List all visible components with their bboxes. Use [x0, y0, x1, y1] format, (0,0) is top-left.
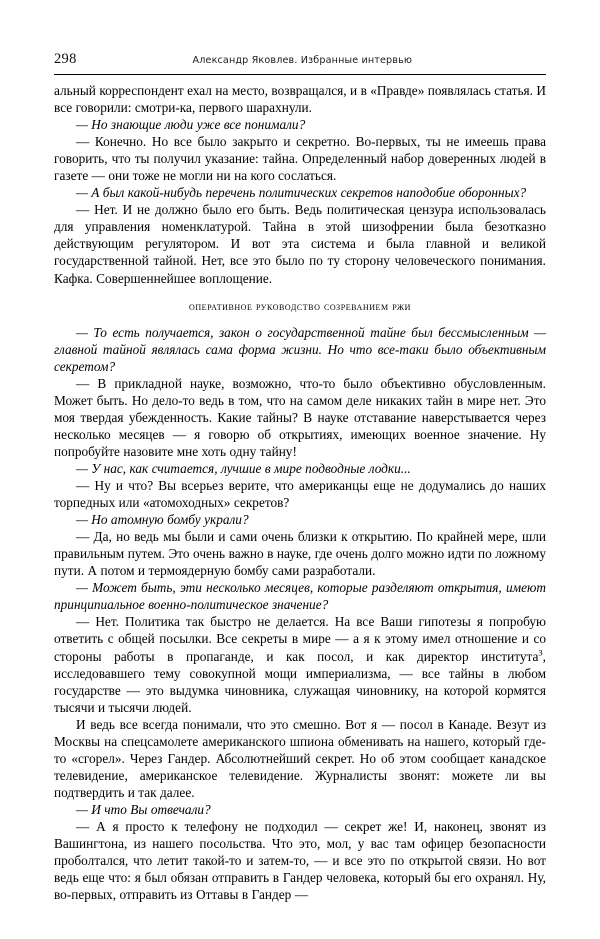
- running-header: [54, 52, 546, 72]
- interview-answer: И ведь все всегда понимали, что это смешно. Вот я — посол в Канаде. Везут из Москвы на спецсамолете американского шпиона обменивать на нашего, который где-то «сгорел». Через Гандер. Абсолютнейший секрет. Но об этом сообщает канадское телевидение, американское телевидение. Журналисты звонят: можете ли вы подтвердить и так далее.: [54, 716, 546, 800]
- interview-question: — Но знающие люди уже все понимали?: [76, 117, 306, 133]
- interview-question: — А был какой-нибудь перечень политических секретов наподобие оборонных?: [76, 185, 527, 201]
- interview-answer: — А я просто к телефону не подходил — секрет же! И, наконец, звонят из Вашингтона, из нашего посольства. Что это, мол, у вас там офицер безопасности проболтался, что летит такой-то и затем-то, — и все это по открытой связи. Но вот ведь еще что: я был обязан отправить в Гандер человека, который бы его охранял. Ну, во-первых, отправить из Оттавы в Гандер —: [54, 818, 546, 903]
- heading-space-below: [54, 315, 546, 324]
- interview-question: — Может быть, эти несколько месяцев, которые разделяют открытия, имеют принципиальное военно-политическое значение?: [54, 580, 546, 613]
- interview-question: — Но атомную бомбу украли?: [76, 512, 249, 528]
- paragraph: альный корреспондент ехал на место, возвращался, и в «Правде» появлялась статья. И все говорили: смотри-ка, первого шарахнули.: [54, 83, 546, 116]
- heading-space-above: [54, 287, 546, 298]
- interview-answer-with-footnote: [54, 613, 546, 715]
- answer-text-before-footnote: — Нет. Политика так быстро не делается. На все Ваши гипотезы я попробую ответить с общей посылки. Все секреты в мире — а я к этому имел отношение и со стороны работы в пропаганде, и как посол, и как директор института: [54, 614, 546, 664]
- interview-question: — То есть получается, закон о государственной тайне был бессмысленным — главной тайной являлась сама форма жизни. Но что все-таки было объективным секретом?: [54, 324, 546, 374]
- interview-answer: — В прикладной науке, возможно, что-то было объективно обусловленным. Может быть. Но дело-то ведь в том, что на самом деле никаких тайн в мире нет. Это моя твердая убежденность. Какие тайны? В науке отставание наверстывается через несколько месяцев — я говорю об открытиях, имеющих военное значение. Ну попробуйте назовите мне хоть одну тайну!: [54, 375, 546, 459]
- answer-text-after-footnote: , исследовавшего тему совокупной мощи империализма, — все тайны в любом государстве — это выдумка чиновника, служащая чиновнику, на которой кормятся тысячи и тысячи людей.: [54, 648, 546, 715]
- interview-answer: — Нет. И не должно было его быть. Ведь политическая цензура использовалась для управления номенклатурой. Тайна в этой шизофрении была безотказно действующим регулятором. И вот эта система и была главной и великой государственной тайной. Нет, все это было по ту сторону человеческого понимания. Кафка. Совершеннейшее воплощение.: [54, 202, 546, 286]
- footnote-reference-marker: 3: [538, 647, 543, 658]
- running-title: Александр Яковлев. Избранные интервью: [192, 55, 413, 66]
- interview-answer: — Да, но ведь мы были и сами очень близки к открытию. По крайней мере, шли правильным путем. Это очень важно в науке, где очень долго можно идти по ложному пути. А потом и термоядерную бомбу сами разработали.: [54, 529, 546, 579]
- section-heading: оперативное руководство созреванием ржи: [189, 298, 411, 313]
- interview-answer: — Ну и что? Вы всерьез верите, что американцы еще не додумались до наших торпедных или «атомоходных» секретов?: [54, 478, 546, 511]
- header-divider-rule: [54, 74, 546, 75]
- page-number: 298: [54, 51, 77, 67]
- interview-answer: — Конечно. Но все было закрыто и секретно. Во-первых, ты не имеешь права говорить, что ты получил указание: тайна. Определенный набор доверенных людей в газете — они тоже не могли ни на кого сослаться.: [54, 134, 546, 184]
- interview-question: — И что Вы отвечали?: [76, 801, 211, 817]
- interview-question: — У нас, как считается, лучшие в мире подводные лодки...: [76, 460, 411, 476]
- body-text-block: [54, 82, 546, 903]
